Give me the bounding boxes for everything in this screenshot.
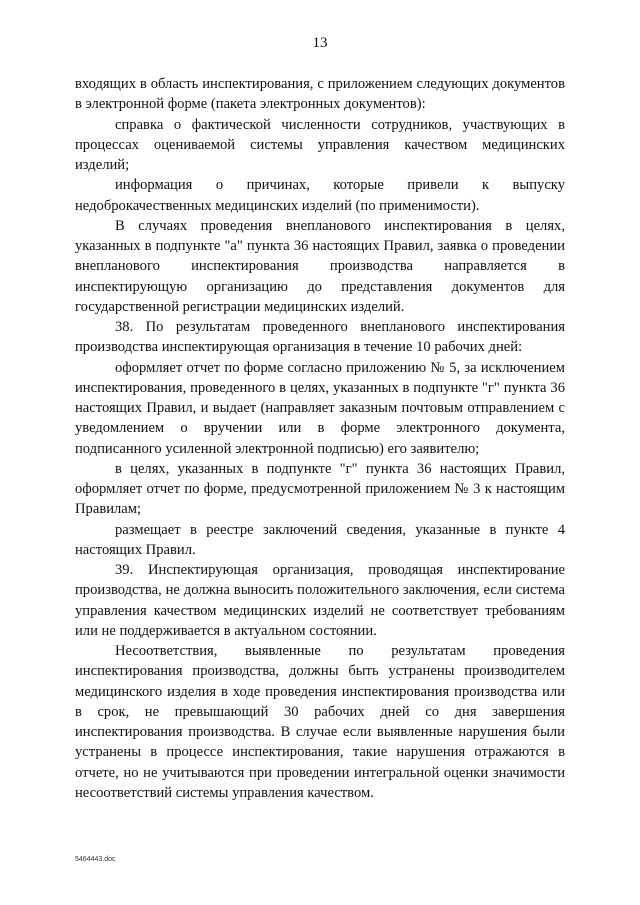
- paragraph-registry: размещает в реестре заключений сведения, указанные в пункте 4 настоящих Правил.: [75, 521, 565, 558]
- paragraph-unplanned-inspection: В случаях проведения внепланового инспектирования в целях, указанных в подпункте "а" пункта 36 настоящих Правил, заявка о проведении внепланового инспектирования производства направляется в инспектирующую организацию до представления документов для государственной регистрации медицинских изделий.: [75, 217, 565, 315]
- document-body: [75, 74, 565, 803]
- paragraph-defect-info: информация о причинах, которые привели к выпуску недоброкачественных медицинских изделий (по применимости).: [75, 177, 565, 214]
- document-footer: 5464443.doc: [75, 856, 116, 863]
- paragraph-clause-39: 39. Инспектирующая организация, проводящая инспектирование производства, не должна выносить положительного заключения, если система управления качеством медицинских изделий не соответствует требованиям или не поддерживается в актуальном состоянии.: [75, 562, 565, 639]
- paragraph-nonconformities: Несоответствия, выявленные по результатам проведения инспектирования производства, должны быть устранены производителем медицинского изделия в ходе проведения инспектирования производства или в срок, не превышающий 30 рабочих дней со дня завершения инспектирования производства. В случае если выявленные нарушения были устранены в процессе инспектирования, такие нарушения отражаются в отчете, но не учитываются при проведении интегральной оценки значимости несоответствий системы управления качеством.: [75, 643, 565, 801]
- page-number: 13: [312, 35, 328, 51]
- paragraph-report-form-3: в целях, указанных в подпункте "г" пункта 36 настоящих Правил, оформляет отчет по форме, предусмотренной приложением № 3 к настоящим Правилам;: [75, 460, 565, 518]
- paragraph-clause-38: 38. По результатам проведенного внепланового инспектирования производства инспектирующая организация в течение 10 рабочих дней:: [75, 319, 565, 356]
- paragraph-continuation: входящих в область инспектирования, с приложением следующих документов в электронной форме (пакета электронных документов):: [75, 76, 565, 113]
- paragraph-report-form-5: оформляет отчет по форме согласно приложению № 5, за исключением инспектирования, проведенного в целях, указанных в подпункте "г" пункта 36 настоящих Правил, и выдает (направляет заказным почтовым отправлением с уведомлением о вручении или в форме электронного документа, подписанного усиленной электронной подписью) его заявителю;: [75, 359, 565, 457]
- paragraph-staff-certificate: справка о фактической численности сотрудников, участвующих в процессах оцениваемой системы управления качеством медицинских изделий;: [75, 116, 565, 173]
